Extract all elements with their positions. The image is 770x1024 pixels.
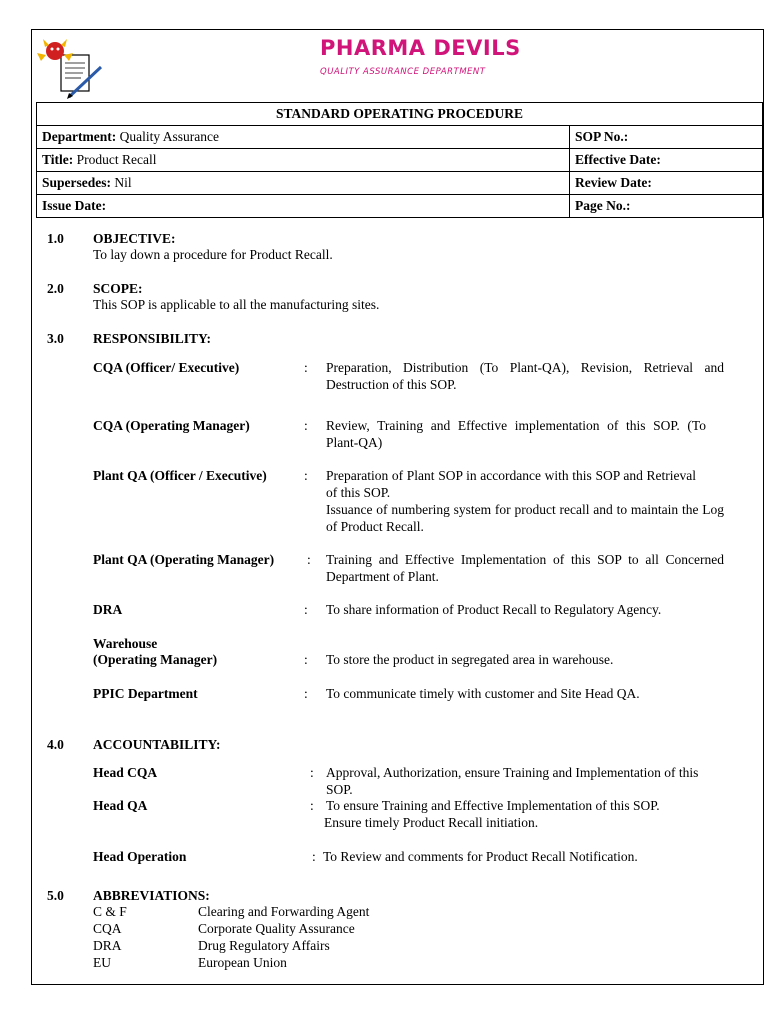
responsibility-role: Warehouse (93, 636, 158, 651)
separator-colon: : (310, 798, 314, 813)
pharma-devils-logo (33, 33, 113, 101)
department-line: QUALITY ASSURANCE DEPARTMENT (320, 67, 486, 77)
abbreviation-code: DRA (93, 938, 122, 953)
responsibility-role: CQA (Officer/ Executive) (93, 360, 240, 375)
abbreviation-code: C & F (93, 904, 127, 919)
effective-date-label: Effective Date: (570, 149, 763, 172)
accountability-desc: To Review and comments for Product Recall Notification. (323, 849, 638, 864)
responsibility-desc: Preparation, Distribution (To Plant-QA), Revision, Retrieval and Destruction of this SOP. (326, 360, 724, 392)
section-number: 4.0 (47, 737, 64, 752)
separator-colon: : (304, 418, 308, 433)
accountability-role: Head CQA (93, 765, 158, 780)
responsibility-role: DRA (93, 602, 123, 617)
scope-text: This SOP is applicable to all the manufacturing sites. (93, 297, 380, 312)
department-value: Quality Assurance (119, 129, 219, 144)
separator-colon: : (304, 652, 308, 667)
section-number: 1.0 (47, 231, 64, 246)
abbreviation-code: EU (93, 955, 111, 970)
sop-no-label: SOP No.: (570, 126, 763, 149)
responsibility-desc: Review, Training and Effective implementation of this SOP. (To Plant-QA) (326, 418, 706, 450)
responsibility-desc: Training and Effective Implementation of this SOP to all Concerned Department of Plant. (326, 552, 724, 584)
section-number: 3.0 (47, 331, 64, 346)
section-number: 2.0 (47, 281, 64, 296)
responsibility-role: PPIC Department (93, 686, 198, 701)
abbreviation-definition: European Union (198, 955, 287, 970)
sop-header-table (36, 102, 763, 218)
abbreviation-definition: Corporate Quality Assurance (198, 921, 355, 936)
supersedes-value: Nil (114, 175, 132, 190)
doc-title: STANDARD OPERATING PROCEDURE (37, 103, 763, 126)
separator-colon: : (304, 686, 308, 701)
objective-text: To lay down a procedure for Product Recall. (93, 247, 333, 262)
accountability-role: Head Operation (93, 849, 187, 864)
section-number: 5.0 (47, 888, 64, 903)
abbreviation-definition: Clearing and Forwarding Agent (198, 904, 370, 919)
separator-colon: : (304, 360, 308, 375)
objective-heading: OBJECTIVE: (93, 231, 176, 246)
responsibility-desc-extra: Issuance of numbering system for product recall and to maintain the Log of Product Recall. (326, 502, 724, 534)
abbreviation-definition: Drug Regulatory Affairs (198, 938, 330, 953)
supersedes-label: Supersedes: (42, 175, 112, 190)
issue-date-label: Issue Date: (37, 195, 570, 218)
abbreviations-heading: ABBREVIATIONS: (93, 888, 210, 903)
accountability-desc: To ensure Training and Effective Implementation of this SOP. (326, 798, 660, 813)
responsibility-heading: RESPONSIBILITY: (93, 331, 212, 346)
responsibility-role: CQA (Operating Manager) (93, 418, 250, 433)
title-label: Title: (42, 152, 74, 167)
responsibility-role: Plant QA (Operating Manager) (93, 552, 275, 567)
responsibility-desc: To communicate timely with customer and Site Head QA. (326, 686, 640, 701)
page-no-label: Page No.: (570, 195, 763, 218)
responsibility-role-extra: (Operating Manager) (93, 652, 218, 667)
review-date-label: Review Date: (570, 172, 763, 195)
accountability-heading: ACCOUNTABILITY: (93, 737, 221, 752)
responsibility-desc: Preparation of Plant SOP in accordance with this SOP and Retrieval of this SOP. (326, 468, 696, 500)
separator-colon: : (312, 849, 316, 864)
department-label: Department: (42, 129, 117, 144)
scope-heading: SCOPE: (93, 281, 143, 296)
accountability-desc-extra: Ensure timely Product Recall initiation. (324, 815, 539, 830)
separator-colon: : (307, 552, 311, 567)
responsibility-desc: To share information of Product Recall to Regulatory Agency. (326, 602, 662, 617)
responsibility-role: Plant QA (Officer / Executive) (93, 468, 267, 483)
responsibility-desc: To store the product in segregated area in warehouse. (326, 652, 614, 667)
separator-colon: : (310, 765, 314, 780)
separator-colon: : (304, 602, 308, 617)
brand-name: PHARMA DEVILS (320, 36, 521, 60)
accountability-role: Head QA (93, 798, 148, 813)
abbreviation-code: CQA (93, 921, 122, 936)
separator-colon: : (304, 468, 308, 483)
title-value: Product Recall (76, 152, 157, 167)
accountability-desc: Approval, Authorization, ensure Training and Implementation of this SOP. (326, 765, 699, 797)
